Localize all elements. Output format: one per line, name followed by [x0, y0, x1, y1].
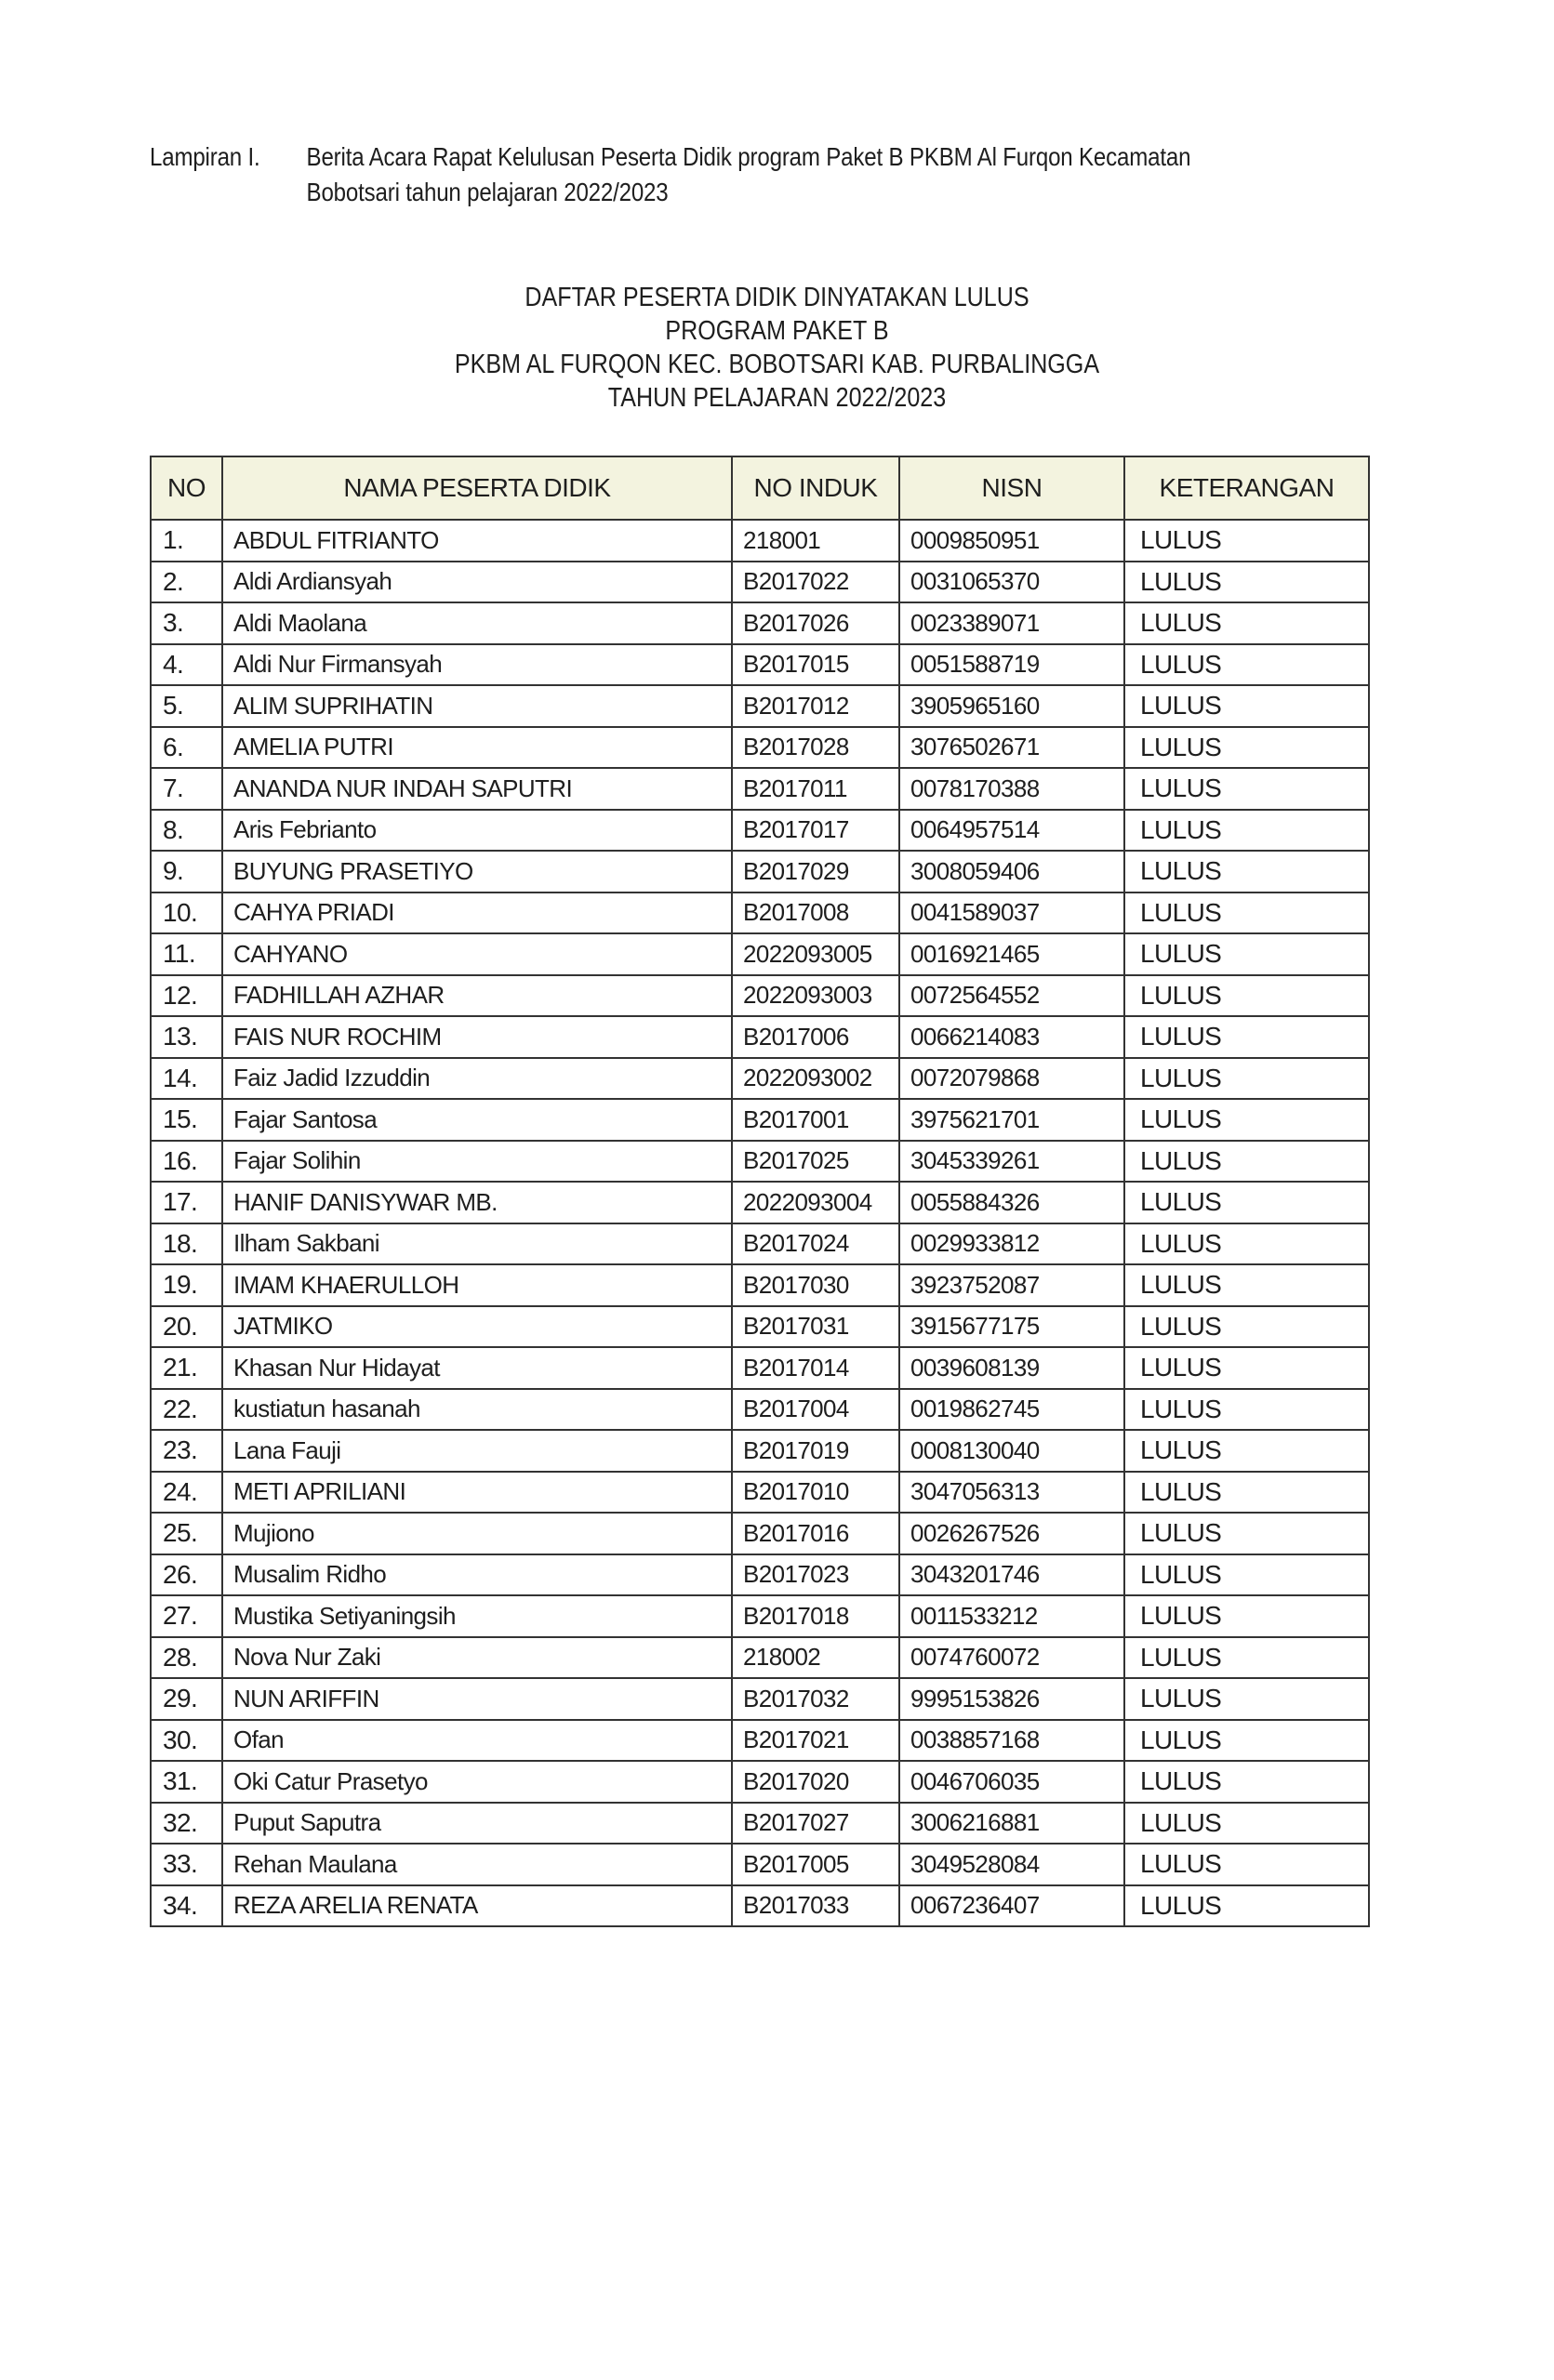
student-nisn: 0011533212 [899, 1595, 1124, 1637]
student-nisn: 0008130040 [899, 1430, 1124, 1472]
status-keterangan: LULUS [1124, 1761, 1369, 1803]
student-name: ABDUL FITRIANTO [222, 520, 732, 562]
status-keterangan: LULUS [1124, 1058, 1369, 1100]
row-number: 17. [151, 1182, 222, 1223]
status-keterangan: LULUS [1124, 1637, 1369, 1679]
document-title [0, 281, 1554, 415]
table-row [151, 1844, 1369, 1885]
attachment-description [307, 139, 1371, 210]
table-row [151, 1720, 1369, 1762]
attachment-label: Lampiran I. [150, 142, 260, 171]
student-no-induk: B2017015 [732, 644, 899, 686]
student-nisn: 0039608139 [899, 1347, 1124, 1389]
status-keterangan: LULUS [1124, 1554, 1369, 1596]
student-nisn: 3045339261 [899, 1141, 1124, 1183]
title-line4: TAHUN PELAJARAN 2022/2023 [607, 383, 947, 413]
student-nisn: 0023389071 [899, 602, 1124, 644]
student-nisn: 3008059406 [899, 851, 1124, 892]
status-keterangan: LULUS [1124, 810, 1369, 852]
student-name: FAIS NUR ROCHIM [222, 1016, 732, 1058]
student-name: Fajar Solihin [222, 1141, 732, 1183]
table-row [151, 1885, 1369, 1927]
title-line2: PROGRAM PAKET B [665, 316, 889, 346]
student-nisn: 0038857168 [899, 1720, 1124, 1762]
student-name: Lana Fauji [222, 1430, 732, 1472]
status-keterangan: LULUS [1124, 1844, 1369, 1885]
table-row [151, 933, 1369, 975]
table-row [151, 810, 1369, 852]
column-header-no: NO [151, 456, 222, 520]
row-number: 34. [151, 1885, 222, 1927]
student-name: Fajar Santosa [222, 1099, 732, 1141]
table-body [151, 520, 1369, 1926]
status-keterangan: LULUS [1124, 851, 1369, 892]
attachment-description-line2: Bobotsari tahun pelajaran 2022/2023 [306, 178, 669, 206]
student-name: CAHYANO [222, 933, 732, 975]
table-row [151, 1637, 1369, 1679]
student-nisn: 0066214083 [899, 1016, 1124, 1058]
row-number: 3. [151, 602, 222, 644]
student-name: Faiz Jadid Izzuddin [222, 1058, 732, 1100]
student-nisn: 3923752087 [899, 1264, 1124, 1306]
table-row [151, 685, 1369, 727]
row-number: 5. [151, 685, 222, 727]
student-nisn: 3915677175 [899, 1306, 1124, 1348]
table-row [151, 975, 1369, 1017]
row-number: 13. [151, 1016, 222, 1058]
row-number: 23. [151, 1430, 222, 1472]
status-keterangan: LULUS [1124, 1141, 1369, 1183]
table-row [151, 1058, 1369, 1100]
student-nisn: 0041589037 [899, 892, 1124, 934]
student-no-induk: B2017011 [732, 768, 899, 810]
table-header-row [151, 456, 1369, 520]
table-row [151, 1347, 1369, 1389]
column-header-nama: NAMA PESERTA DIDIK [222, 456, 732, 520]
student-nisn: 3076502671 [899, 727, 1124, 769]
status-keterangan: LULUS [1124, 933, 1369, 975]
table-row [151, 1761, 1369, 1803]
status-keterangan: LULUS [1124, 1472, 1369, 1514]
student-name: METI APRILIANI [222, 1472, 732, 1514]
status-keterangan: LULUS [1124, 1016, 1369, 1058]
student-name: REZA ARELIA RENATA [222, 1885, 732, 1927]
row-number: 31. [151, 1761, 222, 1803]
student-name: BUYUNG PRASETIYO [222, 851, 732, 892]
student-no-induk: B2017026 [732, 602, 899, 644]
student-no-induk: B2017005 [732, 1844, 899, 1885]
table-row [151, 1264, 1369, 1306]
table-row [151, 1513, 1369, 1554]
column-header-nisn: NISN [899, 456, 1124, 520]
student-nisn: 0029933812 [899, 1223, 1124, 1265]
table-row [151, 520, 1369, 562]
student-no-induk: B2017019 [732, 1430, 899, 1472]
student-nisn: 0055884326 [899, 1182, 1124, 1223]
student-name: Oki Catur Prasetyo [222, 1761, 732, 1803]
row-number: 10. [151, 892, 222, 934]
table-row [151, 1472, 1369, 1514]
table-row [151, 1803, 1369, 1844]
student-no-induk: B2017033 [732, 1885, 899, 1927]
student-name: ALIM SUPRIHATIN [222, 685, 732, 727]
student-nisn: 0074760072 [899, 1637, 1124, 1679]
table-row [151, 644, 1369, 686]
row-number: 33. [151, 1844, 222, 1885]
student-nisn: 3975621701 [899, 1099, 1124, 1141]
student-name: CAHYA PRIADI [222, 892, 732, 934]
student-nisn: 9995153826 [899, 1678, 1124, 1720]
student-no-induk: B2017008 [732, 892, 899, 934]
table-row [151, 1306, 1369, 1348]
status-keterangan: LULUS [1124, 1678, 1369, 1720]
student-no-induk: B2017006 [732, 1016, 899, 1058]
status-keterangan: LULUS [1124, 644, 1369, 686]
student-no-induk: B2017030 [732, 1264, 899, 1306]
student-name: Khasan Nur Hidayat [222, 1347, 732, 1389]
student-no-induk: B2017027 [732, 1803, 899, 1844]
student-name: FADHILLAH AZHAR [222, 975, 732, 1017]
student-nisn: 0016921465 [899, 933, 1124, 975]
row-number: 24. [151, 1472, 222, 1514]
student-nisn: 3905965160 [899, 685, 1124, 727]
student-name: Aldi Maolana [222, 602, 732, 644]
column-header-no-induk: NO INDUK [732, 456, 899, 520]
student-nisn: 0051588719 [899, 644, 1124, 686]
student-name: Musalim Ridho [222, 1554, 732, 1596]
row-number: 7. [151, 768, 222, 810]
student-name: Puput Saputra [222, 1803, 732, 1844]
student-name: HANIF DANISYWAR MB. [222, 1182, 732, 1223]
status-keterangan: LULUS [1124, 602, 1369, 644]
row-number: 28. [151, 1637, 222, 1679]
student-nisn: 3049528084 [899, 1844, 1124, 1885]
student-no-induk: B2017012 [732, 685, 899, 727]
student-nisn: 0067236407 [899, 1885, 1124, 1927]
status-keterangan: LULUS [1124, 1803, 1369, 1844]
row-number: 8. [151, 810, 222, 852]
student-no-induk: B2017016 [732, 1513, 899, 1554]
table-row [151, 1389, 1369, 1431]
status-keterangan: LULUS [1124, 1099, 1369, 1141]
student-no-induk: 218001 [732, 520, 899, 562]
row-number: 11. [151, 933, 222, 975]
student-nisn: 3043201746 [899, 1554, 1124, 1596]
table-row [151, 1016, 1369, 1058]
student-name: Mujiono [222, 1513, 732, 1554]
column-header-keterangan: KETERANGAN [1124, 456, 1369, 520]
row-number: 18. [151, 1223, 222, 1265]
student-no-induk: 2022093003 [732, 975, 899, 1017]
student-nisn: 0078170388 [899, 768, 1124, 810]
student-nisn: 0046706035 [899, 1761, 1124, 1803]
student-name: Ofan [222, 1720, 732, 1762]
row-number: 25. [151, 1513, 222, 1554]
status-keterangan: LULUS [1124, 1595, 1369, 1637]
status-keterangan: LULUS [1124, 1513, 1369, 1554]
student-nisn: 0072079868 [899, 1058, 1124, 1100]
status-keterangan: LULUS [1124, 1306, 1369, 1348]
status-keterangan: LULUS [1124, 685, 1369, 727]
status-keterangan: LULUS [1124, 768, 1369, 810]
table-row [151, 768, 1369, 810]
student-no-induk: 2022093005 [732, 933, 899, 975]
student-no-induk: B2017014 [732, 1347, 899, 1389]
row-number: 12. [151, 975, 222, 1017]
row-number: 32. [151, 1803, 222, 1844]
row-number: 27. [151, 1595, 222, 1637]
student-no-induk: B2017022 [732, 562, 899, 603]
table-row [151, 1430, 1369, 1472]
table-row [151, 851, 1369, 892]
row-number: 29. [151, 1678, 222, 1720]
student-name: Nova Nur Zaki [222, 1637, 732, 1679]
student-no-induk: 2022093002 [732, 1058, 899, 1100]
status-keterangan: LULUS [1124, 727, 1369, 769]
row-number: 14. [151, 1058, 222, 1100]
student-no-induk: B2017023 [732, 1554, 899, 1596]
student-nisn: 0031065370 [899, 562, 1124, 603]
student-no-induk: B2017029 [732, 851, 899, 892]
status-keterangan: LULUS [1124, 1347, 1369, 1389]
table-row [151, 1223, 1369, 1265]
title-line1: DAFTAR PESERTA DIDIK DINYATAKAN LULUS [525, 283, 1029, 312]
student-name: ANANDA NUR INDAH SAPUTRI [222, 768, 732, 810]
student-no-induk: B2017028 [732, 727, 899, 769]
row-number: 6. [151, 727, 222, 769]
table-row [151, 562, 1369, 603]
row-number: 21. [151, 1347, 222, 1389]
table-row [151, 602, 1369, 644]
row-number: 19. [151, 1264, 222, 1306]
status-keterangan: LULUS [1124, 562, 1369, 603]
row-number: 16. [151, 1141, 222, 1183]
row-number: 26. [151, 1554, 222, 1596]
student-no-induk: B2017010 [732, 1472, 899, 1514]
table-row [151, 1182, 1369, 1223]
status-keterangan: LULUS [1124, 1264, 1369, 1306]
row-number: 1. [151, 520, 222, 562]
student-name: Mustika Setiyaningsih [222, 1595, 732, 1637]
row-number: 9. [151, 851, 222, 892]
status-keterangan: LULUS [1124, 1223, 1369, 1265]
student-no-induk: B2017021 [732, 1720, 899, 1762]
row-number: 20. [151, 1306, 222, 1348]
row-number: 2. [151, 562, 222, 603]
table-row [151, 1678, 1369, 1720]
student-name: Ilham Sakbani [222, 1223, 732, 1265]
student-nisn: 0019862745 [899, 1389, 1124, 1431]
student-name: Aris Febrianto [222, 810, 732, 852]
student-nisn: 0026267526 [899, 1513, 1124, 1554]
student-no-induk: B2017001 [732, 1099, 899, 1141]
title-line3: PKBM AL FURQON KEC. BOBOTSARI KAB. PURBALINGGA [454, 350, 1100, 379]
student-name: kustiatun hasanah [222, 1389, 732, 1431]
student-nisn: 0009850951 [899, 520, 1124, 562]
student-name: JATMIKO [222, 1306, 732, 1348]
table-row [151, 1595, 1369, 1637]
status-keterangan: LULUS [1124, 1720, 1369, 1762]
graduates-table [150, 456, 1370, 1927]
attachment-description-line1: Berita Acara Rapat Kelulusan Peserta Didik program Paket B PKBM Al Furqon Kecamatan [306, 142, 1191, 171]
status-keterangan: LULUS [1124, 1389, 1369, 1431]
student-nisn: 0072564552 [899, 975, 1124, 1017]
table-row [151, 892, 1369, 934]
status-keterangan: LULUS [1124, 1430, 1369, 1472]
table-row [151, 727, 1369, 769]
student-no-induk: B2017032 [732, 1678, 899, 1720]
table-row [151, 1141, 1369, 1183]
row-number: 15. [151, 1099, 222, 1141]
student-no-induk: 2022093004 [732, 1182, 899, 1223]
student-name: Rehan Maulana [222, 1844, 732, 1885]
table-row [151, 1554, 1369, 1596]
status-keterangan: LULUS [1124, 975, 1369, 1017]
student-nisn: 3006216881 [899, 1803, 1124, 1844]
student-name: NUN ARIFFIN [222, 1678, 732, 1720]
student-no-induk: B2017004 [732, 1389, 899, 1431]
row-number: 22. [151, 1389, 222, 1431]
student-no-induk: 218002 [732, 1637, 899, 1679]
student-name: Aldi Ardiansyah [222, 562, 732, 603]
status-keterangan: LULUS [1124, 1182, 1369, 1223]
table-row [151, 1099, 1369, 1141]
status-keterangan: LULUS [1124, 520, 1369, 562]
student-no-induk: B2017017 [732, 810, 899, 852]
student-name: AMELIA PUTRI [222, 727, 732, 769]
row-number: 4. [151, 644, 222, 686]
row-number: 30. [151, 1720, 222, 1762]
student-no-induk: B2017020 [732, 1761, 899, 1803]
student-no-induk: B2017024 [732, 1223, 899, 1265]
student-nisn: 0064957514 [899, 810, 1124, 852]
student-no-induk: B2017025 [732, 1141, 899, 1183]
status-keterangan: LULUS [1124, 892, 1369, 934]
student-name: Aldi Nur Firmansyah [222, 644, 732, 686]
student-no-induk: B2017031 [732, 1306, 899, 1348]
student-no-induk: B2017018 [732, 1595, 899, 1637]
status-keterangan: LULUS [1124, 1885, 1369, 1927]
student-name: IMAM KHAERULLOH [222, 1264, 732, 1306]
student-nisn: 3047056313 [899, 1472, 1124, 1514]
